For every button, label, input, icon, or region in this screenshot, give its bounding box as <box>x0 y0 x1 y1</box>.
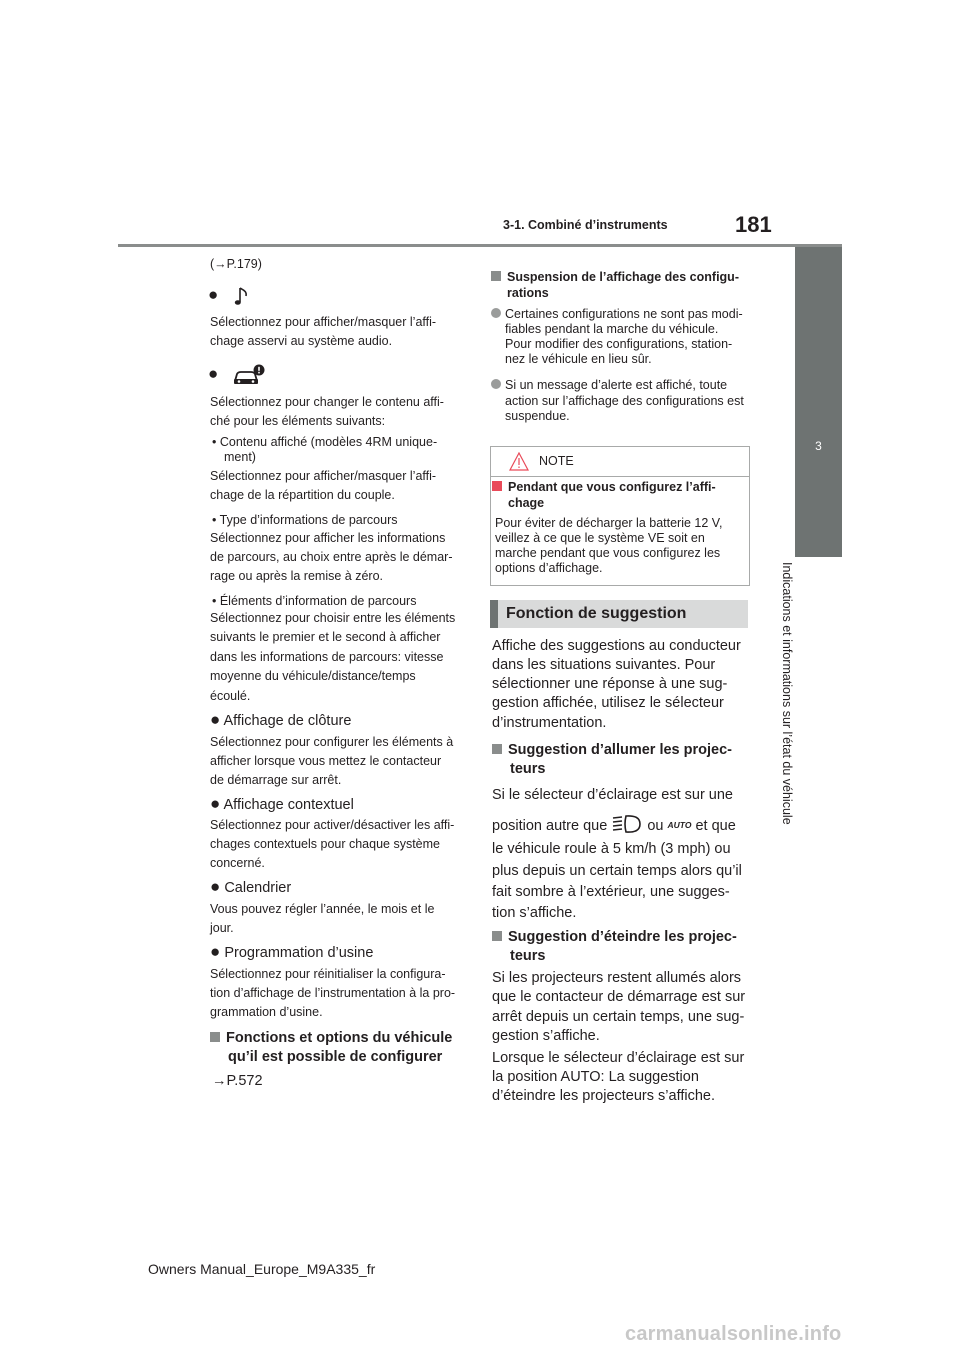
intro-line-4: gestion affichée, utilisez le sélecteur <box>492 695 724 711</box>
bullet-icon: ● <box>210 710 221 729</box>
fence-desc-3: de démarrage sur arrêt. <box>210 773 342 787</box>
note-desc-2: veillez à ce que le système VE soit en <box>495 531 705 545</box>
cal-desc-2: jour. <box>210 921 234 935</box>
on-heading <box>492 741 732 761</box>
warning-triangle-icon <box>509 452 529 471</box>
susp-title-1: Suspension de l’affichage des configu- <box>507 270 739 284</box>
on-desc-2a: position autre que <box>492 818 608 834</box>
headlight-icon <box>611 814 643 834</box>
square-marker-icon <box>210 1032 220 1042</box>
off-heading <box>492 928 737 948</box>
note-heading <box>492 480 716 494</box>
off-desc-1: Si les projecteurs restent allumés alors <box>492 970 742 986</box>
round-bullet-icon <box>491 379 501 389</box>
on-desc-5: fait sombre à l’extérieur, une sugges- <box>492 884 730 900</box>
on-desc-2 <box>492 814 736 837</box>
susp-b2-line-3: suspendue. <box>505 409 570 423</box>
sub3-desc-5: écoulé. <box>210 689 251 703</box>
note-desc-4: options d’affichage. <box>495 561 603 575</box>
square-marker-icon <box>491 271 501 281</box>
factory-desc-2: tion d’affichage de l’instrumentation à la pro- <box>210 986 456 1000</box>
bullet-icon: ● <box>208 364 219 383</box>
sub1-line-1: • Contenu affiché (modèles 4RM unique- <box>212 435 438 449</box>
chapter-tab <box>795 247 842 557</box>
bullet-icon: ● <box>210 942 221 961</box>
off-desc-6: la position AUTO: La suggestion <box>492 1069 699 1085</box>
note-label: NOTE <box>539 454 574 468</box>
sub1-desc-1: Sélectionnez pour afficher/masquer l’affi- <box>210 469 437 483</box>
sub3-desc-4: moyenne du véhicule/distance/temps <box>210 669 416 683</box>
bullet-icon: ● <box>210 794 221 813</box>
audio-desc-1: Sélectionnez pour afficher/masquer l’affi- <box>210 315 437 329</box>
fence-title: Affichage de clôture <box>223 713 352 729</box>
ref-top: (→P.179) <box>210 257 262 271</box>
factory-desc-3: grammation d’usine. <box>210 1005 323 1019</box>
fence-heading <box>210 710 351 732</box>
sub2-desc-3: rage ou après la remise à zéro. <box>210 569 384 583</box>
suggestion-section-header: Fonction de suggestion <box>490 600 748 628</box>
susp-b2-line-2: action sur l’affichage des configurations est <box>505 394 744 408</box>
chapter-side-title-text: Indications et informations sur l’état du véhicule <box>780 562 794 825</box>
intro-line-2: dans les situations suivantes. Pour <box>492 657 716 673</box>
note-title-2: chage <box>508 496 545 510</box>
ctx-heading <box>210 794 354 816</box>
func-ref: →P.572 <box>212 1073 263 1089</box>
off-desc-4: gestion s’affiche. <box>492 1028 600 1044</box>
on-desc-2c: et que <box>695 818 736 834</box>
round-bullet-icon <box>491 308 501 318</box>
sub3-title: • Éléments d’information de parcours <box>212 594 417 608</box>
sub1-line-2: ment) <box>224 450 256 464</box>
factory-heading <box>210 942 373 964</box>
audio-desc-2: chage asservi au système audio. <box>210 334 393 348</box>
section-title: 3-1. Combiné d’instruments <box>503 218 668 232</box>
sub1-desc-2: chage de la répartition du couple. <box>210 488 395 502</box>
cal-title: Calendrier <box>224 880 292 896</box>
off-desc-5: Lorsque le sélecteur d’éclairage est sur <box>492 1050 745 1066</box>
on-desc-4: plus depuis un certain temps alors qu’il <box>492 863 742 879</box>
chapter-tab-number: 3 <box>815 439 822 453</box>
on-title-1: Suggestion d’allumer les projec- <box>508 742 732 758</box>
sub3-desc-3: dans les informations de parcours: vitesse <box>210 650 444 664</box>
vehicle-desc-2: ché pour les éléments suivants: <box>210 414 386 428</box>
susp-b2-line-1: Si un message d’alerte est affiché, toute <box>505 378 728 392</box>
ctx-desc-3: concerné. <box>210 856 265 870</box>
chapter-side-title <box>780 562 810 862</box>
cal-heading <box>210 877 291 899</box>
fence-desc-1: Sélectionnez pour configurer les éléments à <box>210 735 454 749</box>
ctx-title: Affichage contextuel <box>223 797 354 813</box>
ctx-desc-1: Sélectionnez pour activer/désactiver les affi- <box>210 818 455 832</box>
factory-title: Programmation d’usine <box>224 945 374 961</box>
auto-icon: AUTO <box>667 820 692 830</box>
footer-manual-id: Owners Manual_Europe_M9A335_fr <box>148 1261 376 1277</box>
func-title-1: Fonctions et options du véhicule <box>226 1030 453 1046</box>
off-title-2: teurs <box>510 948 546 964</box>
intro-line-1: Affiche des suggestions au conducteur <box>492 638 741 654</box>
susp-bullet-2 <box>491 378 728 392</box>
off-desc-3: arrêt depuis un certain temps, une sug- <box>492 1009 745 1025</box>
sub2-title: • Type d’informations de parcours <box>212 513 398 527</box>
bullet-icon: ● <box>210 877 221 896</box>
car-info-icon <box>232 364 266 388</box>
ctx-desc-2: chages contextuels pour chaque système <box>210 837 440 851</box>
on-desc-1: Si le sélecteur d’éclairage est sur une <box>492 787 733 803</box>
on-title-2: teurs <box>510 761 546 777</box>
off-desc-2: que le contacteur de démarrage est sur <box>492 989 746 1005</box>
susp-b1-line-3: Pour modifier des configurations, station- <box>505 337 733 351</box>
cal-desc-1: Vous pouvez régler l’année, le mois et le <box>210 902 435 916</box>
note-desc-1: Pour éviter de décharger la batterie 12 V, <box>495 516 723 530</box>
off-title-1: Suggestion d’éteindre les projec- <box>508 929 737 945</box>
on-desc-6: tion s’affiche. <box>492 905 577 921</box>
factory-desc-1: Sélectionnez pour réinitialiser la configura- <box>210 967 446 981</box>
susp-bullet-1 <box>491 307 743 321</box>
note-header <box>491 447 749 477</box>
intro-line-3: sélectionner une réponse à une sug- <box>492 676 728 692</box>
susp-title-2: rations <box>507 286 549 300</box>
note-desc-3: marche pendant que vous configurez les <box>495 546 721 560</box>
audio-item-heading <box>208 285 218 307</box>
susp-b1-line-4: nez le véhicule en lieu sûr. <box>505 352 652 366</box>
page-number: 181 <box>735 212 772 237</box>
susp-b1-line-1: Certaines configurations ne sont pas modi- <box>505 307 743 321</box>
func-title-2: qu’il est possible de configurer <box>228 1049 443 1065</box>
on-desc-3: le véhicule roule à 5 km/h (3 mph) ou <box>492 841 731 857</box>
note-box <box>490 446 750 586</box>
note-title-1: Pendant que vous configurez l’affi- <box>508 480 716 494</box>
music-note-icon <box>234 285 250 307</box>
off-desc-7: d’éteindre les projecteurs s’affiche. <box>492 1088 715 1104</box>
header-rule <box>118 244 842 247</box>
vehicle-desc-1: Sélectionnez pour changer le contenu affi- <box>210 395 444 409</box>
intro-line-5: d’instrumentation. <box>492 715 607 731</box>
watermark: carmanualsonline.info <box>625 1323 842 1345</box>
square-marker-icon <box>492 481 502 491</box>
sub3-desc-2: suivants le premier et le second à afficher <box>210 630 441 644</box>
square-marker-icon <box>492 931 502 941</box>
func-heading <box>210 1029 452 1049</box>
susp-heading <box>491 270 739 284</box>
susp-b1-line-2: fiables pendant la marche du véhicule. <box>505 322 719 336</box>
vehicle-item-heading <box>208 364 218 386</box>
on-desc-2b: ou <box>647 818 664 834</box>
bullet-icon: ● <box>208 285 219 304</box>
sub2-desc-1: Sélectionnez pour afficher les informations <box>210 531 446 545</box>
square-marker-icon <box>492 744 502 754</box>
sub2-desc-2: de parcours, au choix entre après le démar- <box>210 550 453 564</box>
fence-desc-2: afficher lorsque vous mettez le contacteur <box>210 754 442 768</box>
sub3-desc-1: Sélectionnez pour choisir entre les éléments <box>210 611 456 625</box>
